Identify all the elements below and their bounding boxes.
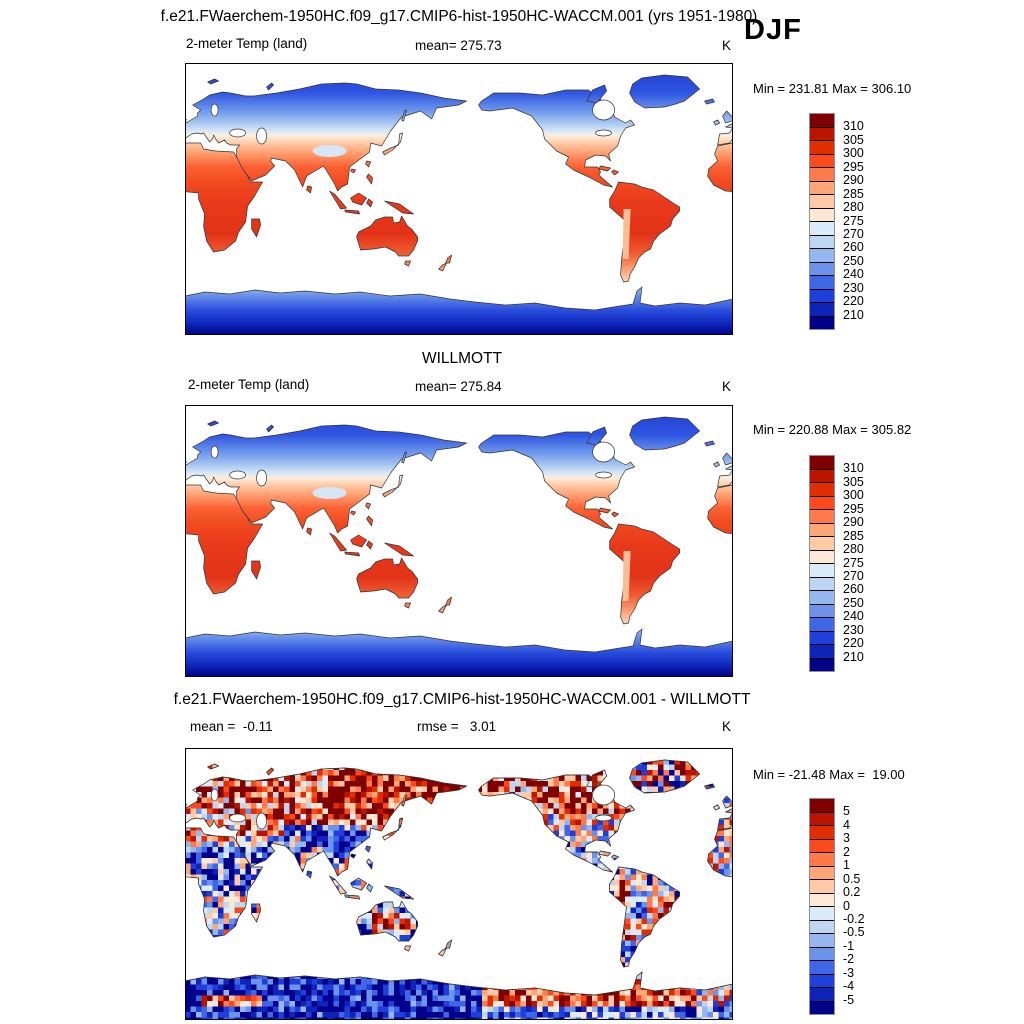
colorbar-tick-label: 0.5 [843,871,861,886]
colorbar-segment [810,141,834,155]
difference-minmax-label: Min = -21.48 Max = 19.00 [753,767,905,782]
colorbar-tick-label: 285 [843,528,864,543]
model-minmax-label: Min = 231.81 Max = 306.10 [753,81,912,96]
colorbar-segment [810,303,834,317]
colorbar-tick-label: 270 [843,568,864,583]
colorbar-segment [810,209,834,223]
colorbar-segment [810,263,834,277]
colorbar-segment [810,551,834,565]
colorbar-tick-label: 230 [843,280,864,295]
obs-minmax-label: Min = 220.88 Max = 305.82 [753,422,912,437]
colorbar-tick-label: 220 [843,636,864,651]
colorbar-segment [810,1002,834,1015]
colorbar-tick-label: 310 [843,119,864,134]
difference-colorbar [809,798,889,1013]
colorbar-swatches [809,113,835,330]
colorbar-tick-label: 250 [843,595,864,610]
model-case-title: f.e21.FWaerchem-1950HC.f09_g17.CMIP6-hist-1950HC-WACCM.001 (yrs 1951-1980) [160,8,758,25]
colorbar-tick-label: 0 [843,898,850,913]
colorbar-tick-label: 250 [843,253,864,268]
colorbar-tick-label: 0.2 [843,885,861,900]
colorbar-tick-label: 230 [843,622,864,637]
colorbar-tick-label: -2 [843,952,855,967]
obs-colorbar [809,455,889,670]
colorbar-segment [810,813,834,827]
colorbar-segment [810,483,834,497]
obs-units-label: K [722,379,732,394]
colorbar-segment [810,249,834,263]
colorbar-tick-label: 300 [843,488,864,503]
colorbar-segment [810,290,834,304]
colorbar-tick-label: 290 [843,515,864,530]
colorbar-segment [810,948,834,962]
colorbar-tick-label: 310 [843,461,864,476]
colorbar-segment [810,975,834,989]
obs-title: WILLMOTT [421,350,503,367]
difference-units-label: K [722,719,732,734]
colorbar-segment [810,182,834,196]
colorbar-tick-label: -4 [843,979,855,994]
colorbar-segment [810,537,834,551]
colorbar-segment [810,894,834,908]
colorbar-segment [810,510,834,524]
colorbar-tick-label: -0.2 [843,911,865,926]
colorbar-segment [810,195,834,209]
model-temperature-map [185,63,733,335]
colorbar-segment [810,317,834,330]
colorbar-segment [810,853,834,867]
difference-rmse-value: rmse = 3.01 [417,719,497,734]
model-colorbar [809,113,889,328]
colorbar-segment [810,524,834,538]
difference-mean-value: mean = -0.11 [190,719,273,734]
colorbar-tick-label: 2 [843,844,850,859]
colorbar-segment [810,155,834,169]
colorbar-tick-label: 3 [843,831,850,846]
colorbar-tick-label: 210 [843,307,864,322]
colorbar-segment [810,645,834,659]
obs-field-label: 2-meter Temp (land) [188,377,310,392]
colorbar-tick-label: 285 [843,186,864,201]
colorbar-tick-label: 4 [843,817,850,832]
colorbar-segment [810,168,834,182]
colorbar-tick-label: 5 [843,804,850,819]
colorbar-tick-label: 220 [843,294,864,309]
colorbar-tick-label: 1 [843,858,850,873]
colorbar-tick-label: 305 [843,474,864,489]
colorbar-segment [810,236,834,250]
colorbar-tick-label: 280 [843,200,864,215]
colorbar-tick-label: -3 [843,965,855,980]
colorbar-segment [810,618,834,632]
colorbar-tick-label: 275 [843,213,864,228]
colorbar-swatches [809,798,835,1015]
colorbar-tick-label: 305 [843,132,864,147]
colorbar-segment [810,840,834,854]
colorbar-segment [810,470,834,484]
colorbar-segment [810,591,834,605]
difference-map [185,748,733,1020]
model-mean-value: mean= 275.73 [415,38,502,53]
colorbar-segment [810,826,834,840]
colorbar-segment [810,961,834,975]
model-field-label: 2-meter Temp (land) [186,36,308,51]
colorbar-tick-label: 210 [843,649,864,664]
colorbar-tick-label: -5 [843,992,855,1007]
colorbar-tick-label: 300 [843,146,864,161]
colorbar-segment [810,867,834,881]
colorbar-tick-label: 295 [843,159,864,174]
difference-title: f.e21.FWaerchem-1950HC.f09_g17.CMIP6-hist-1950HC-WACCM.001 - WILLMOTT [173,691,751,708]
colorbar-tick-label: 240 [843,609,864,624]
colorbar-segment [810,659,834,672]
colorbar-tick-label: -1 [843,938,855,953]
colorbar-segment [810,564,834,578]
season-label: DJF [744,14,802,46]
colorbar-segment [810,578,834,592]
colorbar-segment [810,880,834,894]
colorbar-segment [810,222,834,236]
colorbar-tick-label: 260 [843,240,864,255]
colorbar-tick-label: 290 [843,173,864,188]
colorbar-segment [810,128,834,142]
colorbar-tick-label: 295 [843,501,864,516]
colorbar-segment [810,456,834,470]
colorbar-tick-label: 260 [843,582,864,597]
colorbar-segment [810,605,834,619]
obs-temperature-map [185,405,733,677]
colorbar-tick-label: 270 [843,226,864,241]
colorbar-segment [810,907,834,921]
colorbar-tick-label: 240 [843,267,864,282]
colorbar-segment [810,934,834,948]
colorbar-segment [810,497,834,511]
obs-mean-value: mean= 275.84 [415,379,502,394]
colorbar-segment [810,276,834,290]
colorbar-segment [810,114,834,128]
colorbar-swatches [809,455,835,672]
colorbar-tick-label: -0.5 [843,925,865,940]
colorbar-segment [810,988,834,1002]
colorbar-tick-label: 275 [843,555,864,570]
colorbar-tick-label: 280 [843,542,864,557]
colorbar-segment [810,632,834,646]
model-units-label: K [722,38,732,53]
colorbar-segment [810,921,834,935]
colorbar-segment [810,799,834,813]
